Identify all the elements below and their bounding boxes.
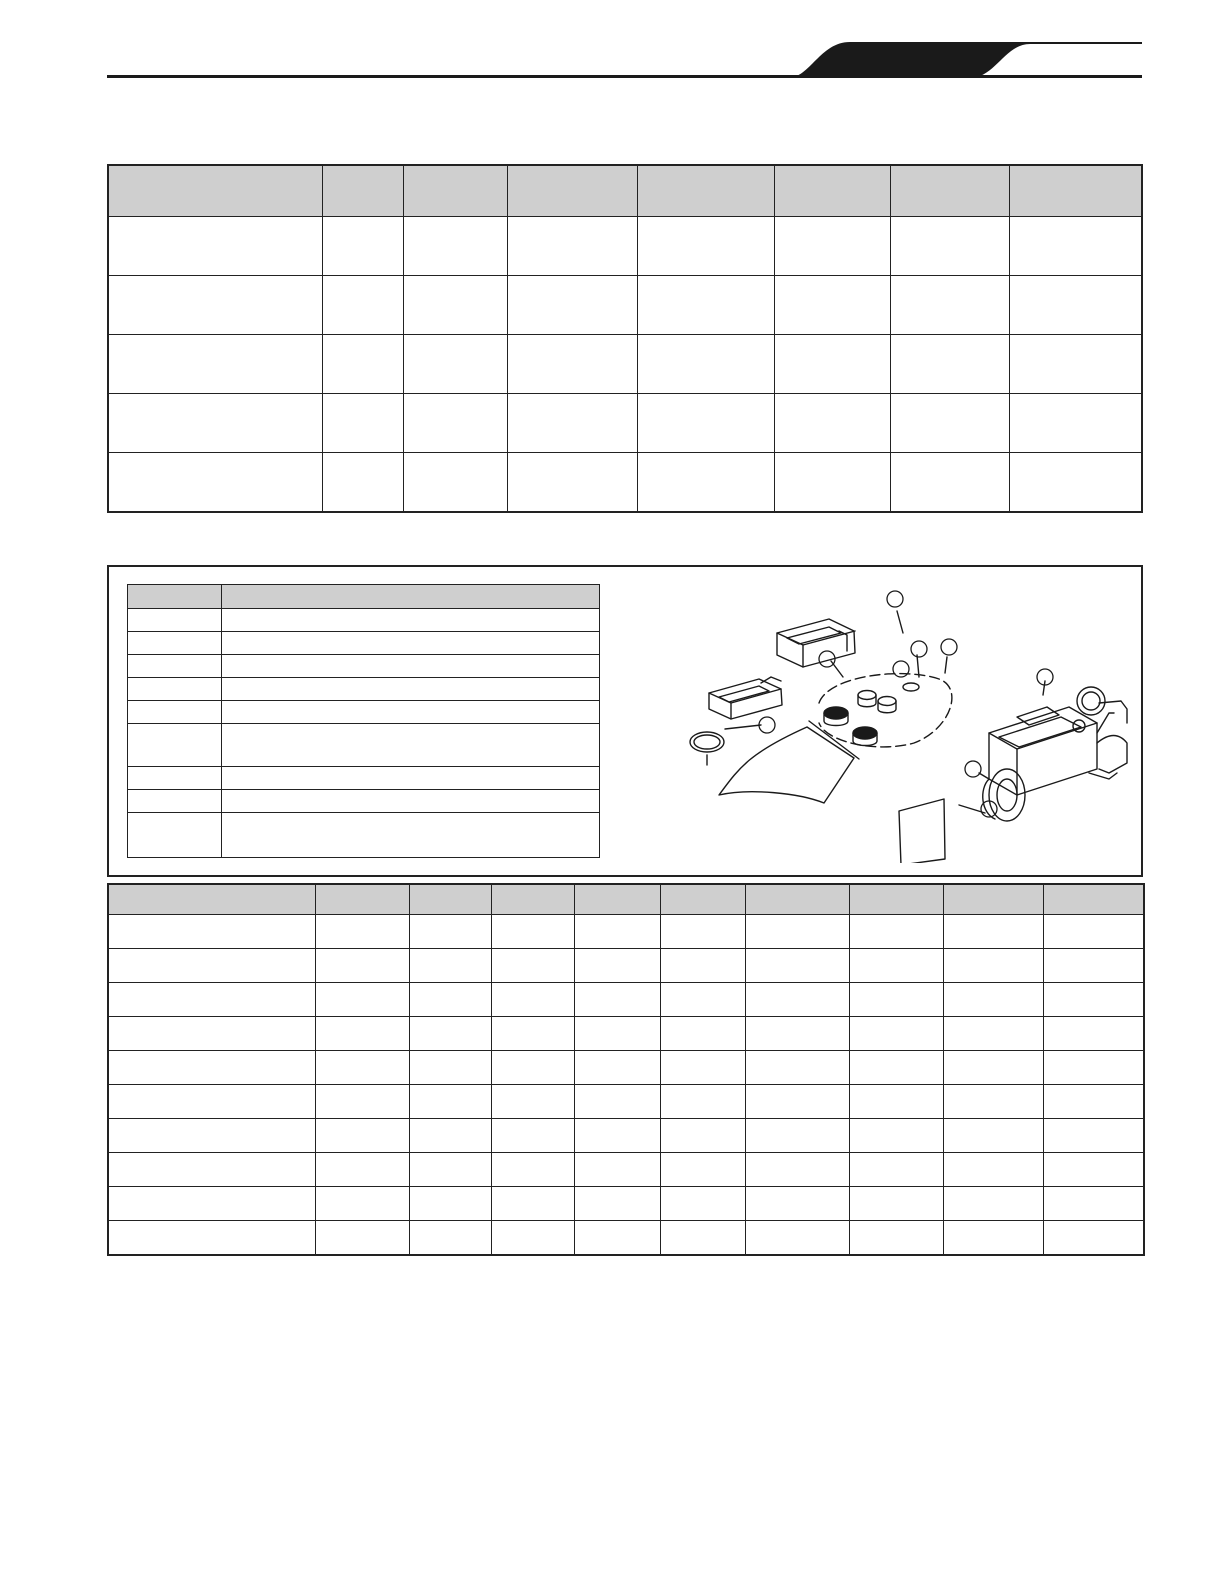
performance-cell bbox=[108, 1085, 315, 1119]
performance-header-cell bbox=[108, 884, 315, 915]
performance-cell bbox=[108, 1187, 315, 1221]
performance-cell bbox=[745, 1153, 849, 1187]
performance-cell bbox=[849, 983, 943, 1017]
performance-header-cell bbox=[849, 884, 943, 915]
performance-header-cell bbox=[409, 884, 491, 915]
performance-cell bbox=[849, 1187, 943, 1221]
spec-cell bbox=[108, 335, 322, 394]
performance-cell bbox=[660, 1017, 745, 1051]
performance-cell bbox=[315, 1085, 409, 1119]
performance-cell bbox=[745, 1051, 849, 1085]
spec-header-cell bbox=[403, 165, 507, 217]
performance-header-row bbox=[108, 884, 1144, 915]
instruction-sheet bbox=[719, 721, 859, 803]
performance-cell bbox=[491, 1017, 574, 1051]
pump-body bbox=[983, 687, 1127, 821]
performance-cell bbox=[849, 1017, 943, 1051]
performance-cell bbox=[660, 915, 745, 949]
parts-legend-cell bbox=[128, 632, 222, 655]
performance-row bbox=[108, 983, 1144, 1017]
performance-cell bbox=[849, 1085, 943, 1119]
performance-cell bbox=[1043, 1221, 1144, 1256]
performance-cell bbox=[491, 1085, 574, 1119]
performance-cell bbox=[108, 1119, 315, 1153]
performance-header-cell bbox=[491, 884, 574, 915]
performance-cell bbox=[409, 949, 491, 983]
performance-cell bbox=[1043, 1017, 1144, 1051]
performance-cell bbox=[315, 1221, 409, 1256]
spec-cell bbox=[507, 394, 637, 453]
performance-cell bbox=[943, 1221, 1043, 1256]
parts-legend-cell bbox=[222, 790, 600, 813]
performance-cell bbox=[315, 1187, 409, 1221]
callout-circle bbox=[941, 639, 957, 655]
spec-cell bbox=[403, 335, 507, 394]
performance-cell bbox=[745, 1017, 849, 1051]
spec-cell bbox=[890, 453, 1009, 513]
performance-cell bbox=[1043, 1187, 1144, 1221]
spec-row bbox=[108, 394, 1142, 453]
performance-row bbox=[108, 1187, 1144, 1221]
base-bracket-large bbox=[777, 619, 855, 667]
performance-cell bbox=[108, 1017, 315, 1051]
pump-exploded-drawing bbox=[689, 583, 1129, 863]
performance-cell bbox=[660, 1119, 745, 1153]
callout-circle bbox=[893, 661, 909, 677]
performance-cell bbox=[491, 983, 574, 1017]
spec-cell bbox=[1009, 335, 1142, 394]
performance-cell bbox=[745, 949, 849, 983]
performance-cell bbox=[943, 1085, 1043, 1119]
performance-cell bbox=[574, 1187, 660, 1221]
performance-cell bbox=[1043, 915, 1144, 949]
callout-circle bbox=[911, 641, 927, 657]
performance-cell bbox=[1043, 1085, 1144, 1119]
performance-cell bbox=[108, 915, 315, 949]
spec-cell bbox=[774, 394, 890, 453]
spec-cell bbox=[637, 453, 774, 513]
performance-cell bbox=[660, 949, 745, 983]
parts-legend-row bbox=[128, 632, 600, 655]
performance-cell bbox=[660, 1187, 745, 1221]
spec-cell bbox=[774, 276, 890, 335]
performance-cell bbox=[943, 949, 1043, 983]
spec-cell bbox=[108, 217, 322, 276]
performance-cell bbox=[491, 1221, 574, 1256]
performance-cell bbox=[491, 1119, 574, 1153]
spec-row bbox=[108, 276, 1142, 335]
performance-cell bbox=[108, 983, 315, 1017]
performance-cell bbox=[660, 1051, 745, 1085]
spec-cell bbox=[890, 276, 1009, 335]
performance-cell bbox=[1043, 949, 1144, 983]
performance-cell bbox=[660, 1085, 745, 1119]
spec-cell bbox=[108, 276, 322, 335]
performance-cell bbox=[491, 1051, 574, 1085]
parts-legend-cell bbox=[128, 678, 222, 701]
spec-header-cell bbox=[1009, 165, 1142, 217]
performance-cell bbox=[943, 1051, 1043, 1085]
performance-cell bbox=[315, 1153, 409, 1187]
parts-legend-row bbox=[128, 655, 600, 678]
parts-legend-cell bbox=[128, 655, 222, 678]
performance-cell bbox=[574, 1017, 660, 1051]
performance-cell bbox=[849, 1221, 943, 1256]
performance-cell bbox=[574, 1085, 660, 1119]
spec-cell bbox=[890, 217, 1009, 276]
base-bracket-small bbox=[709, 677, 782, 719]
performance-cell bbox=[574, 949, 660, 983]
performance-cell bbox=[1043, 1153, 1144, 1187]
performance-row bbox=[108, 1119, 1144, 1153]
parts-legend-row bbox=[128, 767, 600, 790]
performance-header-cell bbox=[574, 884, 660, 915]
performance-cell bbox=[660, 983, 745, 1017]
performance-cell bbox=[943, 983, 1043, 1017]
performance-cell bbox=[660, 1221, 745, 1256]
performance-cell bbox=[745, 1187, 849, 1221]
performance-cell bbox=[1043, 983, 1144, 1017]
performance-row bbox=[108, 1085, 1144, 1119]
performance-cell bbox=[108, 1051, 315, 1085]
parts-legend-row bbox=[128, 813, 600, 858]
spec-cell bbox=[1009, 394, 1142, 453]
performance-cell bbox=[943, 1187, 1043, 1221]
spec-row bbox=[108, 453, 1142, 513]
manual-booklet bbox=[899, 799, 945, 863]
performance-cell bbox=[315, 949, 409, 983]
performance-cell bbox=[1043, 1119, 1144, 1153]
performance-cell bbox=[108, 1153, 315, 1187]
parts-legend-row bbox=[128, 678, 600, 701]
spec-cell bbox=[403, 217, 507, 276]
parts-legend-cell bbox=[222, 701, 600, 724]
spec-header-cell bbox=[637, 165, 774, 217]
spec-header-cell bbox=[322, 165, 403, 217]
performance-cell bbox=[574, 1051, 660, 1085]
performance-header-cell bbox=[943, 884, 1043, 915]
spec-cell bbox=[774, 335, 890, 394]
performance-cell bbox=[409, 1221, 491, 1256]
performance-cell bbox=[409, 983, 491, 1017]
spec-cell bbox=[637, 217, 774, 276]
performance-cell bbox=[745, 1119, 849, 1153]
spec-cell bbox=[322, 394, 403, 453]
performance-header-cell bbox=[1043, 884, 1144, 915]
performance-cell bbox=[315, 1119, 409, 1153]
spec-cell bbox=[322, 217, 403, 276]
spec-header-cell bbox=[507, 165, 637, 217]
parts-legend-cell bbox=[222, 724, 600, 767]
performance-cell bbox=[943, 1119, 1043, 1153]
parts-legend-cell bbox=[128, 790, 222, 813]
performance-cell bbox=[574, 1153, 660, 1187]
spec-header-cell bbox=[890, 165, 1009, 217]
performance-cell bbox=[660, 1153, 745, 1187]
parts-legend-cell bbox=[128, 724, 222, 767]
spec-cell bbox=[507, 335, 637, 394]
performance-cell bbox=[574, 983, 660, 1017]
performance-cell bbox=[315, 1051, 409, 1085]
performance-row bbox=[108, 1221, 1144, 1256]
performance-cell bbox=[409, 1153, 491, 1187]
spec-cell bbox=[1009, 217, 1142, 276]
fittings-group bbox=[819, 674, 952, 747]
performance-cell bbox=[491, 949, 574, 983]
parts-panel bbox=[107, 565, 1143, 877]
parts-legend-cell bbox=[222, 678, 600, 701]
parts-legend-cell bbox=[222, 632, 600, 655]
performance-header-cell bbox=[745, 884, 849, 915]
performance-cell bbox=[745, 1085, 849, 1119]
performance-row bbox=[108, 1017, 1144, 1051]
performance-cell bbox=[491, 1153, 574, 1187]
performance-cell bbox=[849, 1051, 943, 1085]
spec-header-row bbox=[108, 165, 1142, 217]
parts-legend-cell bbox=[128, 701, 222, 724]
performance-cell bbox=[849, 915, 943, 949]
parts-legend-header-row bbox=[128, 585, 600, 609]
o-ring bbox=[690, 732, 724, 765]
spec-table bbox=[107, 164, 1143, 513]
performance-cell bbox=[409, 1085, 491, 1119]
spec-cell bbox=[637, 335, 774, 394]
spec-cell bbox=[890, 394, 1009, 453]
performance-cell bbox=[745, 915, 849, 949]
performance-table bbox=[107, 883, 1145, 1256]
performance-row bbox=[108, 1153, 1144, 1187]
performance-cell bbox=[409, 1187, 491, 1221]
spec-cell bbox=[108, 453, 322, 513]
performance-cell bbox=[409, 1119, 491, 1153]
performance-cell bbox=[108, 1221, 315, 1256]
performance-row bbox=[108, 949, 1144, 983]
performance-cell bbox=[409, 1017, 491, 1051]
performance-header-cell bbox=[660, 884, 745, 915]
spec-cell bbox=[403, 453, 507, 513]
performance-cell bbox=[315, 983, 409, 1017]
performance-cell bbox=[491, 915, 574, 949]
parts-legend-header-cell bbox=[222, 585, 600, 609]
performance-cell bbox=[409, 1051, 491, 1085]
parts-legend-row bbox=[128, 701, 600, 724]
header-tab-shape bbox=[780, 38, 1142, 80]
spec-row bbox=[108, 217, 1142, 276]
spec-cell bbox=[890, 335, 1009, 394]
spec-cell bbox=[1009, 453, 1142, 513]
parts-legend-cell bbox=[222, 813, 600, 858]
spec-cell bbox=[322, 453, 403, 513]
spec-cell bbox=[507, 453, 637, 513]
spec-cell bbox=[322, 335, 403, 394]
performance-cell bbox=[849, 1119, 943, 1153]
spec-cell bbox=[108, 394, 322, 453]
parts-legend-header-cell bbox=[128, 585, 222, 609]
performance-cell bbox=[943, 1153, 1043, 1187]
performance-cell bbox=[943, 915, 1043, 949]
performance-cell bbox=[745, 1221, 849, 1256]
spec-cell bbox=[1009, 276, 1142, 335]
parts-legend-row bbox=[128, 790, 600, 813]
performance-cell bbox=[409, 915, 491, 949]
performance-cell bbox=[315, 915, 409, 949]
spec-cell bbox=[403, 394, 507, 453]
parts-legend-table bbox=[127, 584, 600, 858]
performance-cell bbox=[574, 1221, 660, 1256]
performance-cell bbox=[574, 1119, 660, 1153]
performance-cell bbox=[849, 1153, 943, 1187]
spec-cell bbox=[507, 276, 637, 335]
spec-cell bbox=[774, 453, 890, 513]
performance-cell bbox=[849, 949, 943, 983]
parts-legend-cell bbox=[222, 609, 600, 632]
performance-row bbox=[108, 1051, 1144, 1085]
spec-cell bbox=[403, 276, 507, 335]
spec-cell bbox=[507, 217, 637, 276]
performance-cell bbox=[943, 1017, 1043, 1051]
spec-row bbox=[108, 335, 1142, 394]
performance-cell bbox=[574, 915, 660, 949]
spec-header-cell bbox=[108, 165, 322, 217]
callout-circle bbox=[965, 761, 981, 777]
performance-row bbox=[108, 915, 1144, 949]
spec-cell bbox=[774, 217, 890, 276]
performance-cell bbox=[108, 949, 315, 983]
parts-legend-row bbox=[128, 724, 600, 767]
performance-cell bbox=[1043, 1051, 1144, 1085]
performance-cell bbox=[745, 983, 849, 1017]
parts-legend-cell bbox=[128, 767, 222, 790]
callout-circle bbox=[887, 591, 903, 607]
spec-cell bbox=[637, 394, 774, 453]
performance-header-cell bbox=[315, 884, 409, 915]
parts-legend-cell bbox=[128, 813, 222, 858]
spec-cell bbox=[322, 276, 403, 335]
spec-header-cell bbox=[774, 165, 890, 217]
performance-cell bbox=[491, 1187, 574, 1221]
parts-legend-cell bbox=[222, 655, 600, 678]
parts-legend-cell bbox=[222, 767, 600, 790]
performance-cell bbox=[315, 1017, 409, 1051]
spec-cell bbox=[637, 276, 774, 335]
parts-legend-row bbox=[128, 609, 600, 632]
parts-legend-cell bbox=[128, 609, 222, 632]
